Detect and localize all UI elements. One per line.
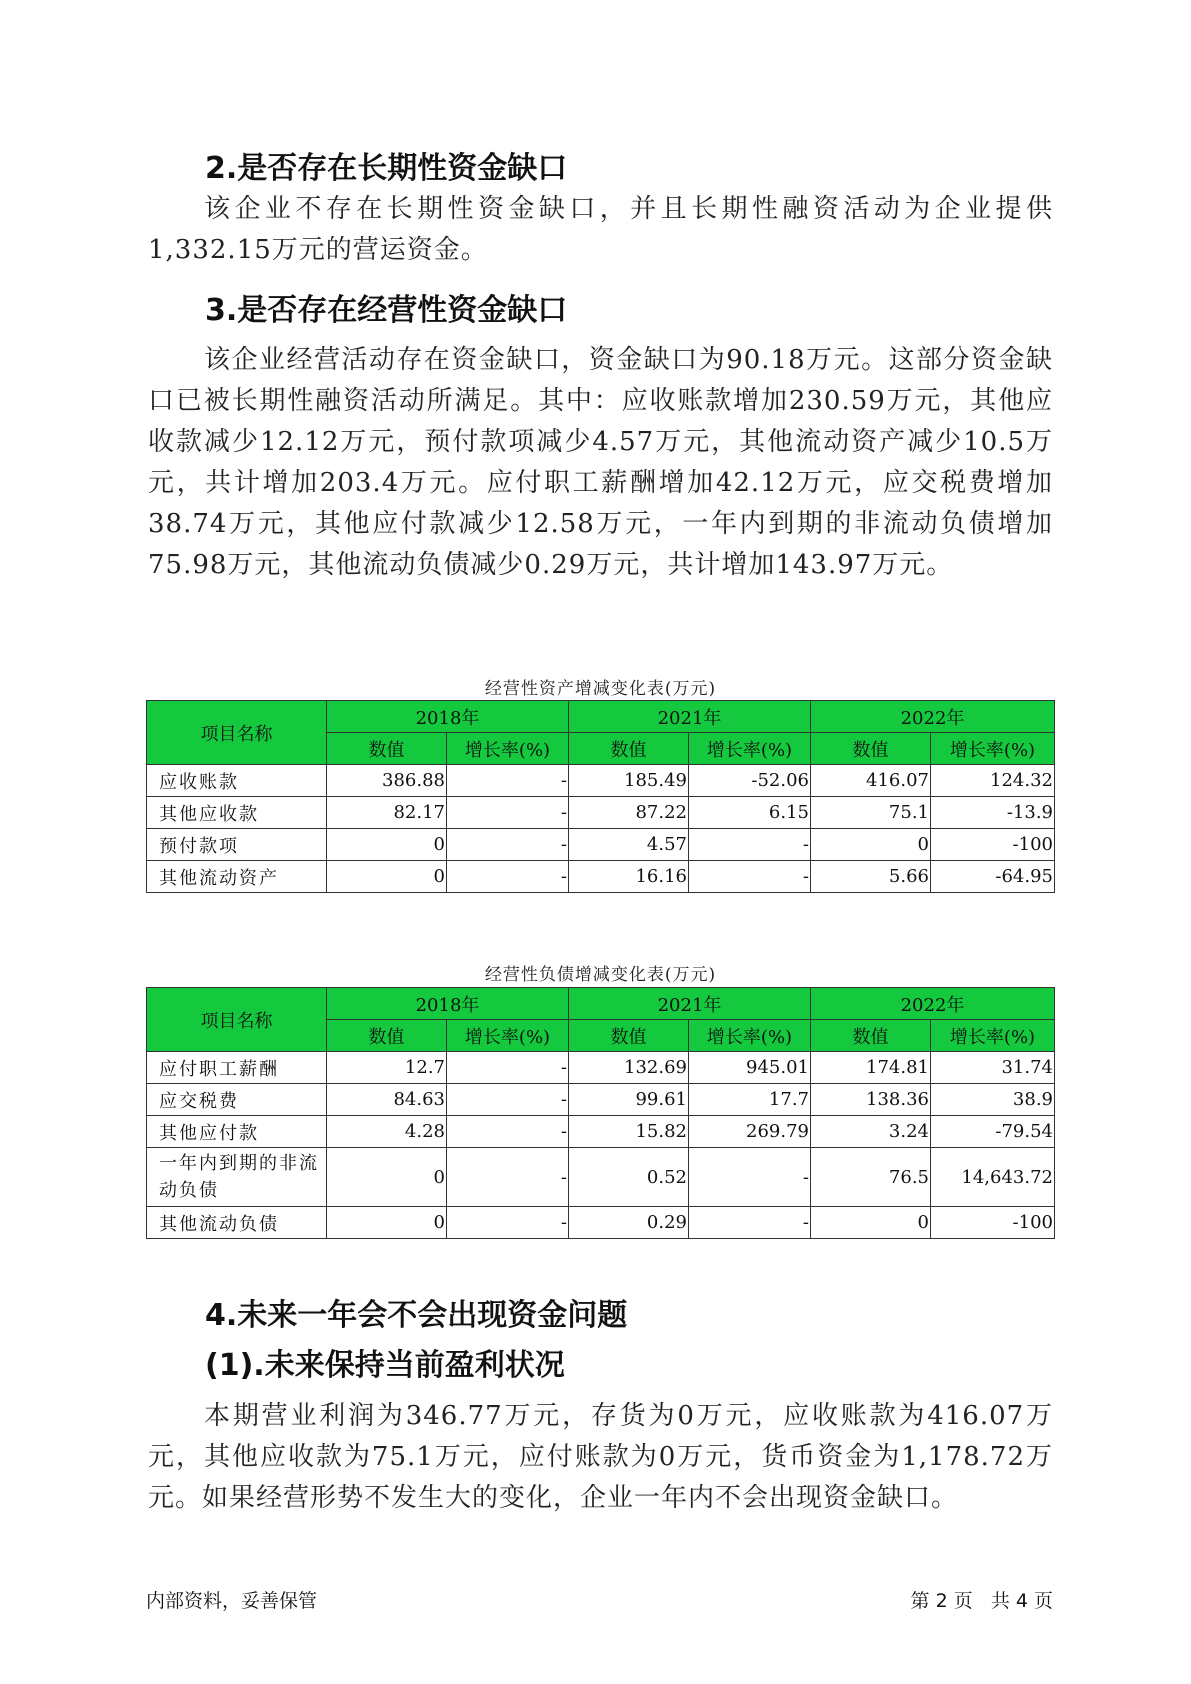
year-header: 2018年 — [327, 701, 569, 733]
value-cell: 0 — [327, 829, 447, 861]
growth-cell: - — [447, 797, 569, 829]
value-cell: 15.82 — [569, 1116, 689, 1148]
table-row — [147, 1052, 1055, 1084]
operating-assets-table — [146, 700, 1055, 893]
value-cell: 16.16 — [569, 861, 689, 893]
year-header: 2018年 — [327, 988, 569, 1020]
growth-cell: - — [689, 829, 811, 861]
growth-cell: - — [689, 861, 811, 893]
value-cell: 4.57 — [569, 829, 689, 861]
growth-subheader: 增长率(%) — [931, 1020, 1055, 1052]
growth-cell: 6.15 — [689, 797, 811, 829]
row-name: 其他应收款 — [147, 797, 327, 829]
value-cell: 386.88 — [327, 765, 447, 797]
table-row — [147, 1116, 1055, 1148]
value-cell: 76.5 — [811, 1148, 931, 1207]
row-name: 其他应付款 — [147, 1116, 327, 1148]
growth-cell: - — [447, 829, 569, 861]
table-row — [147, 765, 1055, 797]
row-name: 其他流动资产 — [147, 861, 327, 893]
table1-caption: 经营性资产增减变化表(万元) — [484, 679, 717, 699]
growth-cell: -100 — [931, 829, 1055, 861]
growth-cell: 14,643.72 — [931, 1148, 1055, 1207]
section-subheading-4-1: (1).未来保持当前盈利状况 — [205, 1348, 565, 1383]
value-cell: 4.28 — [327, 1116, 447, 1148]
growth-subheader: 增长率(%) — [931, 733, 1055, 765]
value-subheader: 数值 — [327, 733, 447, 765]
growth-cell: 945.01 — [689, 1052, 811, 1084]
row-name: 应收账款 — [147, 765, 327, 797]
growth-cell: - — [447, 1207, 569, 1239]
year-header: 2022年 — [811, 701, 1055, 733]
value-cell: 99.61 — [569, 1084, 689, 1116]
value-cell: 0.29 — [569, 1207, 689, 1239]
value-cell: 84.63 — [327, 1084, 447, 1116]
value-cell: 185.49 — [569, 765, 689, 797]
section-heading-3: 3.是否存在经营性资金缺口 — [205, 293, 568, 328]
value-subheader: 数值 — [569, 733, 689, 765]
section-3-paragraph: 该企业经营活动存在资金缺口，资金缺口为90.18万元。这部分资金缺口已被长期性融资活动所满足。其中：应收账款增加230.59万元，其他应收款减少12.12万元，预付款项减少4.57万元，其他流动资产减少10.5万元，共计增加203.4万元。应付职工薪酬增加42.12万元，应交税费增加38.74万元，其他应付款减少12.58万元，一年内到期的非流动负债增加75.98万元，其他流动负债减少0.29万元，共计增加143.97万元。 — [148, 345, 1053, 580]
row-name: 预付款项 — [147, 829, 327, 861]
growth-subheader: 增长率(%) — [447, 733, 569, 765]
growth-subheader: 增长率(%) — [689, 733, 811, 765]
growth-cell: - — [689, 1148, 811, 1207]
growth-subheader: 增长率(%) — [447, 1020, 569, 1052]
row-name: 应付职工薪酬 — [147, 1052, 327, 1084]
growth-cell: -79.54 — [931, 1116, 1055, 1148]
operating-liabilities-table — [146, 987, 1055, 1239]
section-heading-2: 2.是否存在长期性资金缺口 — [205, 151, 568, 186]
table-row — [147, 1084, 1055, 1116]
year-header: 2022年 — [811, 988, 1055, 1020]
table-row — [147, 1207, 1055, 1239]
value-cell: 0 — [327, 1148, 447, 1207]
value-subheader: 数值 — [811, 1020, 931, 1052]
value-cell: 138.36 — [811, 1084, 931, 1116]
value-subheader: 数值 — [811, 733, 931, 765]
value-cell: 3.24 — [811, 1116, 931, 1148]
value-cell: 82.17 — [327, 797, 447, 829]
value-cell: 416.07 — [811, 765, 931, 797]
growth-cell: 269.79 — [689, 1116, 811, 1148]
value-cell: 174.81 — [811, 1052, 931, 1084]
value-subheader: 数值 — [327, 1020, 447, 1052]
value-cell: 87.22 — [569, 797, 689, 829]
year-header: 2021年 — [569, 988, 811, 1020]
value-subheader: 数值 — [569, 1020, 689, 1052]
footer-confidential-note: 内部资料，妥善保管 — [146, 1590, 318, 1612]
row-name: 应交税费 — [147, 1084, 327, 1116]
growth-cell: - — [447, 861, 569, 893]
footer-page-number: 第 2 页 共 4 页 — [910, 1590, 1053, 1612]
item-name-header: 项目名称 — [147, 701, 327, 765]
growth-cell: - — [447, 1148, 569, 1207]
growth-cell: - — [447, 1052, 569, 1084]
growth-subheader: 增长率(%) — [689, 1020, 811, 1052]
value-cell: 0 — [327, 1207, 447, 1239]
growth-cell: 38.9 — [931, 1084, 1055, 1116]
item-name-header: 项目名称 — [147, 988, 327, 1052]
growth-cell: - — [689, 1207, 811, 1239]
value-cell: 132.69 — [569, 1052, 689, 1084]
growth-cell: -52.06 — [689, 765, 811, 797]
value-cell: 75.1 — [811, 797, 931, 829]
value-cell: 0.52 — [569, 1148, 689, 1207]
growth-cell: - — [447, 1084, 569, 1116]
value-cell: 12.7 — [327, 1052, 447, 1084]
year-header: 2021年 — [569, 701, 811, 733]
value-cell: 5.66 — [811, 861, 931, 893]
value-cell: 0 — [811, 829, 931, 861]
growth-cell: 17.7 — [689, 1084, 811, 1116]
row-name: 一年内到期的非流动负债 — [147, 1148, 327, 1207]
growth-cell: -100 — [931, 1207, 1055, 1239]
table-row — [147, 861, 1055, 893]
table-row — [147, 797, 1055, 829]
growth-cell: -64.95 — [931, 861, 1055, 893]
section-heading-4: 4.未来一年会不会出现资金问题 — [205, 1298, 628, 1333]
section-2-paragraph: 该企业不存在长期性资金缺口，并且长期性融资活动为企业提供1,332.15万元的营运资金。 — [148, 194, 1053, 265]
row-name: 其他流动负债 — [147, 1207, 327, 1239]
table2-caption: 经营性负债增减变化表(万元) — [484, 965, 717, 985]
growth-cell: - — [447, 765, 569, 797]
growth-cell: - — [447, 1116, 569, 1148]
growth-cell: -13.9 — [931, 797, 1055, 829]
value-cell: 0 — [327, 861, 447, 893]
value-cell: 0 — [811, 1207, 931, 1239]
table-row — [147, 829, 1055, 861]
section-4-paragraph: 本期营业利润为346.77万元，存货为0万元，应收账款为416.07万元，其他应收款为75.1万元，应付账款为0万元，货币资金为1,178.72万元。如果经营形势不发生大的变化，企业一年内不会出现资金缺口。 — [148, 1401, 1053, 1513]
table-row — [147, 1148, 1055, 1207]
growth-cell: 31.74 — [931, 1052, 1055, 1084]
growth-cell: 124.32 — [931, 765, 1055, 797]
